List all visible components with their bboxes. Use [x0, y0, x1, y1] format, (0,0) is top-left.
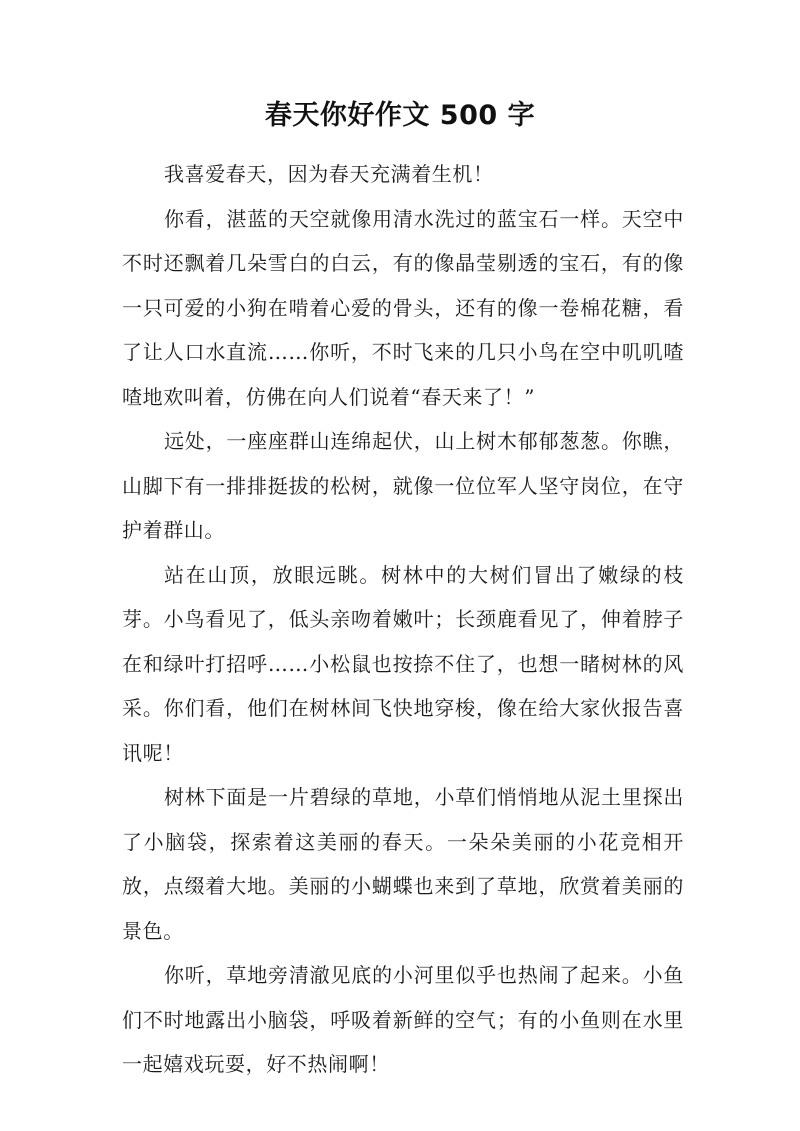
- paragraph-4: 站在山顶，放眼远眺。树林中的大树们冒出了嫩绿的枝芽。小鸟看见了，低头亲吻着嫩叶；长颈鹿看见了，伸着脖子在和绿叶打招呼……小松鼠也按捺不住了，也想一睹树林的风采。你们看，他们在树林间飞快地穿梭，像在给大家伙报告喜讯呢！: [122, 562, 684, 765]
- paragraph-5: 树林下面是一片碧绿的草地，小草们悄悄地从泥土里探出了小脑袋，探索着这美丽的春天。一朵朵美丽的小花竞相开放，点缀着大地。美丽的小蝴蝶也来到了草地，欣赏着美丽的景色。: [122, 785, 684, 943]
- document-title: 春天你好作文 500 字: [264, 100, 536, 131]
- paragraph-1: 我喜爱春天，因为春天充满着生机！: [164, 162, 494, 186]
- document-body: [122, 152, 684, 1087]
- paragraph-6: 你听，草地旁清澈见底的小河里似乎也热闹了起来。小鱼们不时地露出小脑袋，呼吸着新鲜的空气；有的小鱼则在水里一起嬉戏玩耍，好不热闹啊！: [122, 963, 684, 1076]
- paragraph-2: 你看，湛蓝的天空就像用清水洗过的蓝宝石一样。天空中不时还飘着几朵雪白的白云，有的像晶莹剔透的宝石，有的像一只可爱的小狗在啃着心爱的骨头，还有的像一卷棉花糖，看了让人口水直流……你听，不时飞来的几只小鸟在空中叽叽喳喳地欢叫着，仿佛在向人们说着“春天来了！”: [122, 206, 684, 409]
- paragraph-3: 远处，一座座群山连绵起伏，山上树木郁郁葱葱。你瞧，山脚下有一排排挺拔的松树，就像一位位军人坚守岗位，在守护着群山。: [122, 429, 684, 542]
